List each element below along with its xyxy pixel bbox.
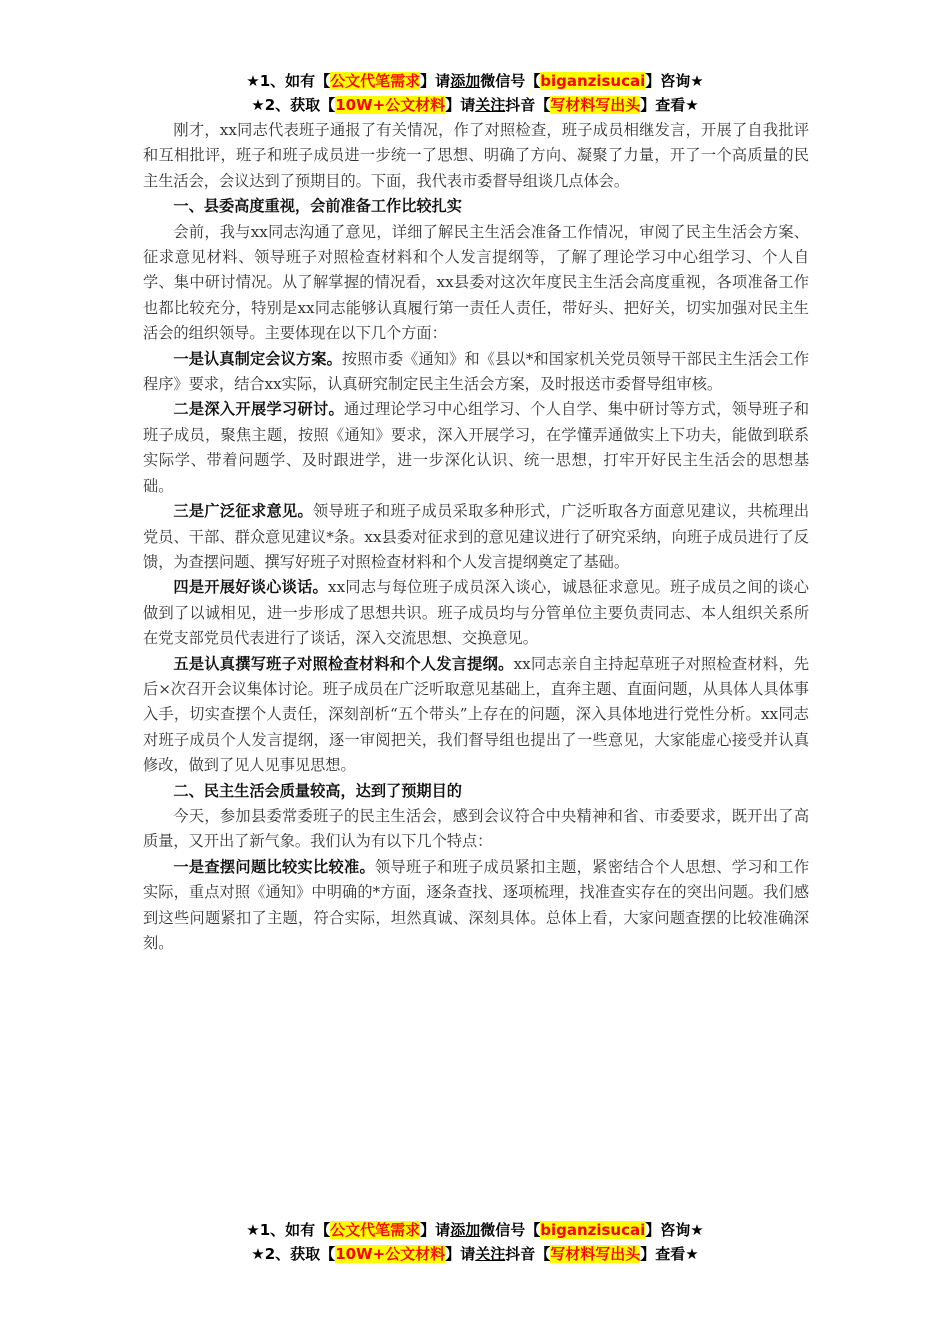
document-body	[143, 118, 809, 956]
list-item	[143, 499, 809, 575]
banner-text: 微信号【	[480, 1221, 541, 1239]
promo-banner-bottom-line1	[0, 1218, 950, 1242]
banner-text: 】请	[420, 1221, 451, 1239]
item-lead: 三是广泛征求意见。	[173, 502, 313, 521]
banner-text: ★2、获取【	[251, 96, 336, 114]
promo-banner-bottom-line2	[0, 1242, 950, 1266]
banner-highlight: 公文代笔需求	[330, 72, 421, 90]
banner-highlight: 10W+公文材料	[335, 1245, 446, 1263]
item-text: 通过理论学习中心组学习、个人自学、集中研讨等方式，领导班子和班子成员，聚焦主题，按照《通知》要求，深入开展学习，在学懂弄通做实上下功夫，能做到联系实际学、带着问题学、及时跟进学，进一步深化认识、统一思想，打牢开好民主生活会的思想基础。	[143, 400, 810, 495]
paragraph: 今天，参加县委常委班子的民主生活会，感到会议符合中央精神和省、市委要求，既开出了高质量，又开出了新气象。我们认为有以下几个特点：	[143, 806, 809, 851]
banner-highlight: 10W+公文材料	[335, 96, 446, 114]
list-item	[143, 575, 809, 651]
list-item	[143, 347, 809, 398]
banner-text: 】请	[420, 72, 451, 90]
banner-highlight: 写材料写出头	[550, 96, 641, 114]
item-lead: 五是认真撰写班子对照检查材料和个人发言提纲。	[173, 654, 514, 673]
banner-highlight: 写材料写出头	[550, 1245, 641, 1263]
banner-text: 】咨询★	[645, 1221, 704, 1239]
item-text: 领导班子和班子成员紧扣主题，紧密结合个人思想、学习和工作实际，重点对照《通知》中明确的*方面，逐条查找、逐项梳理，找准查实存在的突出问题。我们感到这些问题紧扣了主题，符合实际，坦然真诚、深刻具体。总体上看，大家问题查摆的比较准确深刻。	[143, 857, 810, 952]
banner-text: 】咨询★	[645, 72, 704, 90]
banner-underlined: 添加	[450, 1221, 481, 1239]
list-item	[143, 855, 809, 957]
item-lead: 二是深入开展学习研讨。	[173, 400, 345, 419]
section-heading-2: 二、民主生活会质量较高，达到了预期目的	[173, 781, 462, 800]
intro-paragraph: 刚才，xx同志代表班子通报了有关情况，作了对照检查，班子成员相继发言，开展了自我批评和互相批评，班子和班子成员进一步统一了思想、明确了方向、凝聚了力量，开了一个高质量的民主生活会，会议达到了预期目的。下面，我代表市委督导组谈几点体会。	[143, 121, 809, 190]
banner-underlined: 关注	[475, 1245, 506, 1263]
list-item	[143, 397, 809, 499]
promo-banner-top-line1	[0, 69, 950, 93]
banner-underlined: 添加	[450, 72, 481, 90]
paragraph: 会前，我与xx同志沟通了意见，详细了解民主生活会准备工作情况，审阅了民主生活会方案、征求意见材料、领导班子对照检查材料和个人发言提纲等，了解了理论学习中心组学习、个人自学、集中研讨情况。从了解掌握的情况看，xx县委对这次年度民主生活会高度重视，各项准备工作也都比较充分，特别是xx同志能够认真履行第一责任人责任，带好头、把好关，切实加强对民主生活会的组织领导。主要体现在以下几个方面：	[143, 222, 809, 343]
banner-highlight: 公文代笔需求	[330, 1221, 421, 1239]
banner-text: 抖音【	[505, 1245, 551, 1263]
list-item	[143, 652, 809, 779]
banner-wechat-id: biganzisucai	[540, 72, 646, 90]
item-text: xx同志亲自主持起草班子对照检查材料，先后×次召开会议集体讨论。班子成员在广泛听取意见基础上，直奔主题、直面问题，从具体人具体事入手，切实查摆个人责任，深刻剖析“五个带头”上存在的问题，深入具体地进行党性分析。xx同志对班子成员个人发言提纲，逐一审阅把关，我们督导组也提出了一些意见，大家能虚心接受并认真修改，做到了见人见事见思想。	[143, 654, 810, 775]
banner-text: 】请	[445, 96, 476, 114]
banner-text: ★2、获取【	[251, 1245, 336, 1263]
banner-text: 微信号【	[480, 72, 541, 90]
banner-text: ★1、如有【	[246, 72, 331, 90]
promo-banner-top-line2	[0, 93, 950, 117]
banner-text: 】查看★	[640, 96, 699, 114]
banner-text: 】查看★	[640, 1245, 699, 1263]
banner-text: 】请	[445, 1245, 476, 1263]
banner-wechat-id: biganzisucai	[540, 1221, 646, 1239]
item-lead: 一是查摆问题比较实比较准。	[173, 857, 376, 876]
item-text: xx同志与每位班子成员深入谈心，诚恳征求意见。班子成员之间的谈心做到了以诚相见，进一步形成了思想共识。班子成员均与分管单位主要负责同志、本人组织关系所在党支部党员代表进行了谈话，深入交流思想、交换意见。	[143, 578, 809, 648]
banner-underlined: 关注	[475, 96, 506, 114]
banner-text: ★1、如有【	[246, 1221, 331, 1239]
banner-text: 抖音【	[505, 96, 551, 114]
item-text: 领导班子和班子成员采取多种形式，广泛听取各方面意见建议，共梳理出党员、干部、群众意见建议*条。xx县委对征求到的意见建议进行了研究采纳，向班子成员进行了反馈，为查摆问题、撰写好班子对照检查材料和个人发言提纲奠定了基础。	[143, 502, 810, 571]
section-heading-1: 一、县委高度重视，会前准备工作比较扎实	[173, 197, 462, 216]
item-lead: 四是开展好谈心谈话。	[173, 578, 329, 597]
item-lead: 一是认真制定会议方案。	[173, 349, 342, 368]
item-text: 按照市委《通知》和《县以*和国家机关党员领导干部民主生活会工作程序》要求，结合xx实际，认真研究制定民主生活会方案，及时报送市委督导组审核。	[143, 349, 810, 394]
